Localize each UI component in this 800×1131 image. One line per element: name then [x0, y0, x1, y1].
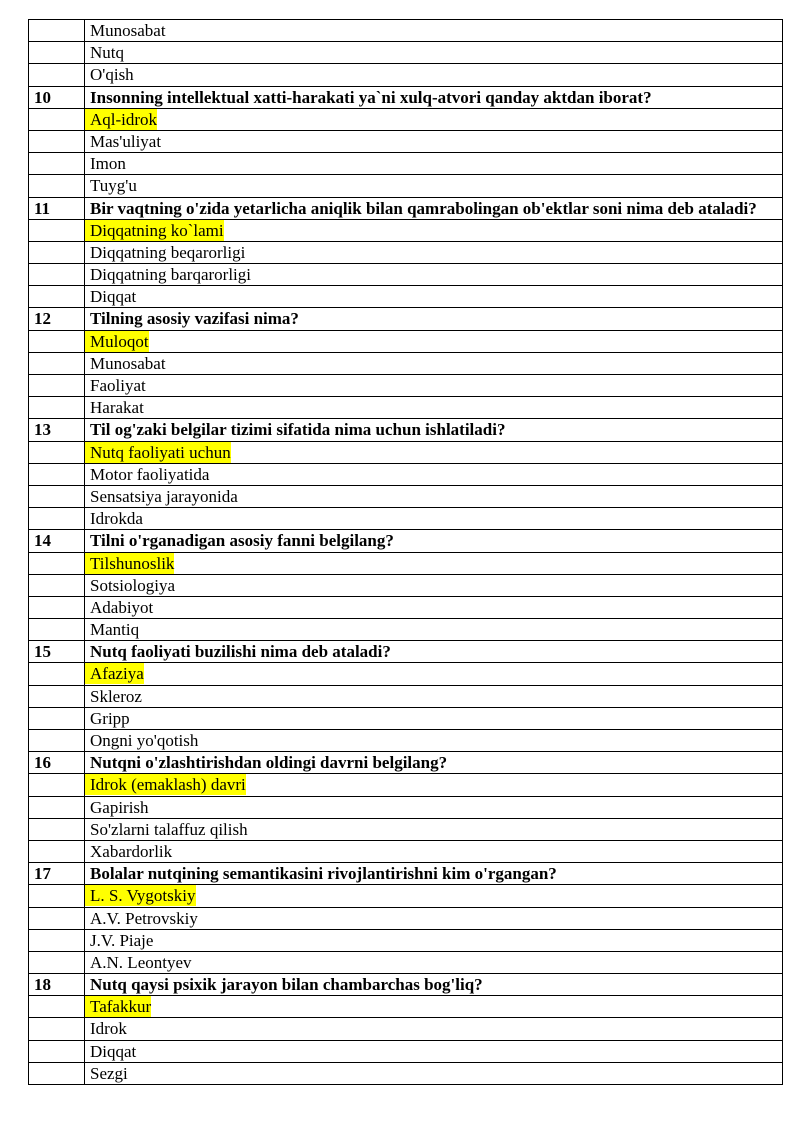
answer-number-cell [29, 264, 85, 286]
question-row [29, 752, 783, 774]
answer-row [29, 1040, 783, 1062]
answer-cell [85, 153, 783, 175]
correct-answer-text: Afaziya [90, 664, 144, 684]
answer-number-cell [29, 330, 85, 352]
correct-answer-text: Nutq faoliyati uchun [90, 442, 231, 462]
answer-number-cell [29, 485, 85, 507]
answer-number-cell [29, 108, 85, 130]
answer-text: O'qish [90, 65, 134, 85]
question-row [29, 308, 783, 330]
answer-cell [85, 463, 783, 485]
answer-row [29, 840, 783, 862]
question-row [29, 530, 783, 552]
answer-text: Faoliyat [90, 376, 146, 395]
answer-row [29, 153, 783, 175]
answer-text: Imon [90, 154, 126, 174]
answer-row [29, 241, 783, 263]
correct-answer-text: L. S. Vygotskiy [90, 886, 196, 906]
question-row [29, 197, 783, 219]
answer-number-cell [29, 818, 85, 840]
question-row [29, 641, 783, 663]
question-row [29, 419, 783, 441]
answer-number-cell [29, 707, 85, 729]
correct-answer-text: Idrok (emaklash) davri [90, 775, 246, 795]
answer-text: Motor faoliyatida [90, 464, 210, 484]
correct-answer-text: Aql-idrok [90, 109, 158, 129]
question-text: Nutqni o'zlashtirishdan oldingi davrni belgilang? [85, 752, 783, 774]
question-number: 10 [29, 86, 85, 108]
answer-cell [85, 619, 783, 641]
answer-row-correct [29, 441, 783, 463]
question-text: Til og'zaki belgilar tizimi sifatida nima uchun ishlatiladi? [85, 419, 783, 441]
answer-text: Sotsiologiya [90, 575, 176, 595]
answer-row [29, 619, 783, 641]
answer-number-cell [29, 42, 85, 64]
question-number: 15 [29, 641, 85, 663]
answer-number-cell [29, 685, 85, 707]
answer-cell [85, 1040, 783, 1062]
answer-cell [85, 885, 783, 907]
answer-number-cell [29, 20, 85, 42]
answer-cell [85, 485, 783, 507]
answer-text: Diqqatning beqarorligi [90, 242, 246, 262]
answer-cell [85, 330, 783, 352]
answer-row [29, 20, 783, 42]
answer-cell [85, 996, 783, 1018]
question-text: Bir vaqtning o'zida yetarlicha aniqlik bilan qamrabolingan ob'ektlar soni nima deb ataladi? [85, 197, 783, 219]
quiz-table [28, 19, 783, 1085]
answer-row [29, 929, 783, 951]
question-text: Tilning asosiy vazifasi nima? [85, 308, 783, 330]
question-number: 11 [29, 197, 85, 219]
answer-cell [85, 907, 783, 929]
correct-answer-text: Muloqot [90, 331, 149, 351]
answer-row [29, 375, 783, 397]
answer-text: Gapirish [90, 797, 149, 817]
answer-cell [85, 663, 783, 685]
quiz-table-body [29, 20, 783, 1085]
answer-text: Gripp [90, 708, 130, 728]
answer-text: Tuyg'u [90, 176, 137, 196]
question-number: 14 [29, 530, 85, 552]
answer-cell [85, 796, 783, 818]
answer-text: Skleroz [90, 686, 142, 706]
answer-number-cell [29, 397, 85, 419]
answer-row-correct [29, 996, 783, 1018]
answer-number-cell [29, 574, 85, 596]
question-number: 13 [29, 419, 85, 441]
answer-number-cell [29, 663, 85, 685]
answer-text: Idrok [90, 1019, 127, 1039]
correct-answer-text: Tilshunoslik [90, 553, 175, 573]
answer-cell [85, 264, 783, 286]
quiz-page [28, 19, 782, 1085]
question-row [29, 974, 783, 996]
answer-row [29, 951, 783, 973]
question-text: Nutq qaysi psixik jarayon bilan chambarchas bog'liq? [85, 974, 783, 996]
answer-row [29, 130, 783, 152]
answer-number-cell [29, 907, 85, 929]
answer-number-cell [29, 951, 85, 973]
question-number: 17 [29, 863, 85, 885]
answer-text: Nutq [90, 43, 124, 63]
answer-text: Munosabat [90, 21, 166, 40]
answer-number-cell [29, 175, 85, 197]
answer-text: Sensatsiya jarayonida [90, 486, 238, 506]
answer-cell [85, 574, 783, 596]
answer-cell [85, 352, 783, 374]
answer-cell [85, 929, 783, 951]
answer-text: So'zlarni talaffuz qilish [90, 819, 248, 839]
answer-number-cell [29, 929, 85, 951]
answer-row [29, 64, 783, 86]
answer-number-cell [29, 286, 85, 308]
answer-number-cell [29, 375, 85, 397]
answer-row [29, 352, 783, 374]
answer-text: Mas'uliyat [90, 131, 162, 151]
answer-row-correct [29, 663, 783, 685]
answer-row [29, 574, 783, 596]
answer-cell [85, 175, 783, 197]
answer-text: Xabardorlik [90, 841, 173, 861]
answer-row-correct [29, 330, 783, 352]
answer-text: J.V. Piaje [90, 930, 154, 950]
answer-number-cell [29, 1040, 85, 1062]
answer-row [29, 264, 783, 286]
answer-text: Idrokda [90, 509, 143, 529]
answer-cell [85, 108, 783, 130]
answer-cell [85, 707, 783, 729]
answer-row-correct [29, 108, 783, 130]
question-text: Nutq faoliyati buzilishi nima deb ataladi? [85, 641, 783, 663]
answer-number-cell [29, 130, 85, 152]
answer-cell [85, 508, 783, 530]
answer-number-cell [29, 885, 85, 907]
answer-cell [85, 1062, 783, 1084]
answer-cell [85, 951, 783, 973]
question-row [29, 863, 783, 885]
answer-text: Munosabat [90, 353, 166, 373]
answer-cell [85, 685, 783, 707]
question-number: 16 [29, 752, 85, 774]
answer-row [29, 707, 783, 729]
answer-row [29, 818, 783, 840]
question-text: Tilni o'rganadigan asosiy fanni belgilang? [85, 530, 783, 552]
answer-row [29, 685, 783, 707]
answer-cell [85, 441, 783, 463]
answer-cell [85, 552, 783, 574]
answer-text: A.V. Petrovskiy [90, 908, 198, 928]
answer-cell [85, 241, 783, 263]
answer-row [29, 907, 783, 929]
answer-number-cell [29, 840, 85, 862]
answer-text: Ongni yo'qotish [90, 731, 199, 750]
answer-cell [85, 1018, 783, 1040]
answer-row [29, 596, 783, 618]
answer-row-correct [29, 774, 783, 796]
answer-row [29, 730, 783, 752]
question-text: Insonning intellektual xatti-harakati ya`ni xulq-atvori qanday aktdan iborat? [85, 86, 783, 108]
answer-cell [85, 64, 783, 86]
answer-cell [85, 397, 783, 419]
answer-text: Mantiq [90, 620, 140, 640]
answer-number-cell [29, 796, 85, 818]
answer-row [29, 1018, 783, 1040]
answer-number-cell [29, 153, 85, 175]
answer-row [29, 485, 783, 507]
answer-cell [85, 818, 783, 840]
answer-row [29, 796, 783, 818]
answer-number-cell [29, 463, 85, 485]
answer-row [29, 175, 783, 197]
answer-text: Harakat [90, 398, 144, 418]
question-number: 18 [29, 974, 85, 996]
answer-text: Diqqatning barqarorligi [90, 265, 251, 285]
answer-number-cell [29, 1062, 85, 1084]
answer-cell [85, 730, 783, 752]
answer-number-cell [29, 774, 85, 796]
answer-cell [85, 840, 783, 862]
answer-cell [85, 375, 783, 397]
answer-cell [85, 219, 783, 241]
answer-cell [85, 42, 783, 64]
answer-cell [85, 130, 783, 152]
answer-row-correct [29, 219, 783, 241]
question-text: Bolalar nutqining semantikasini rivojlantirishni kim o'rgangan? [85, 863, 783, 885]
question-number: 12 [29, 308, 85, 330]
answer-number-cell [29, 730, 85, 752]
answer-number-cell [29, 241, 85, 263]
answer-number-cell [29, 1018, 85, 1040]
answer-row [29, 1062, 783, 1084]
answer-number-cell [29, 996, 85, 1018]
answer-number-cell [29, 64, 85, 86]
answer-text: Sezgi [90, 1063, 128, 1083]
answer-number-cell [29, 352, 85, 374]
answer-row [29, 286, 783, 308]
answer-cell [85, 596, 783, 618]
answer-number-cell [29, 552, 85, 574]
answer-row-correct [29, 552, 783, 574]
correct-answer-text: Tafakkur [90, 997, 152, 1017]
answer-cell [85, 20, 783, 42]
answer-text: Diqqat [90, 287, 137, 307]
answer-text: Diqqat [90, 1041, 137, 1061]
answer-number-cell [29, 441, 85, 463]
answer-row [29, 463, 783, 485]
answer-row-correct [29, 885, 783, 907]
answer-row [29, 397, 783, 419]
answer-text: Adabiyot [90, 597, 154, 617]
answer-number-cell [29, 219, 85, 241]
answer-number-cell [29, 596, 85, 618]
answer-cell [85, 774, 783, 796]
answer-number-cell [29, 508, 85, 530]
answer-row [29, 42, 783, 64]
correct-answer-text: Diqqatning ko`lami [90, 220, 224, 240]
answer-text: A.N. Leontyev [90, 952, 192, 972]
question-row [29, 86, 783, 108]
answer-cell [85, 286, 783, 308]
answer-row [29, 508, 783, 530]
answer-number-cell [29, 619, 85, 641]
